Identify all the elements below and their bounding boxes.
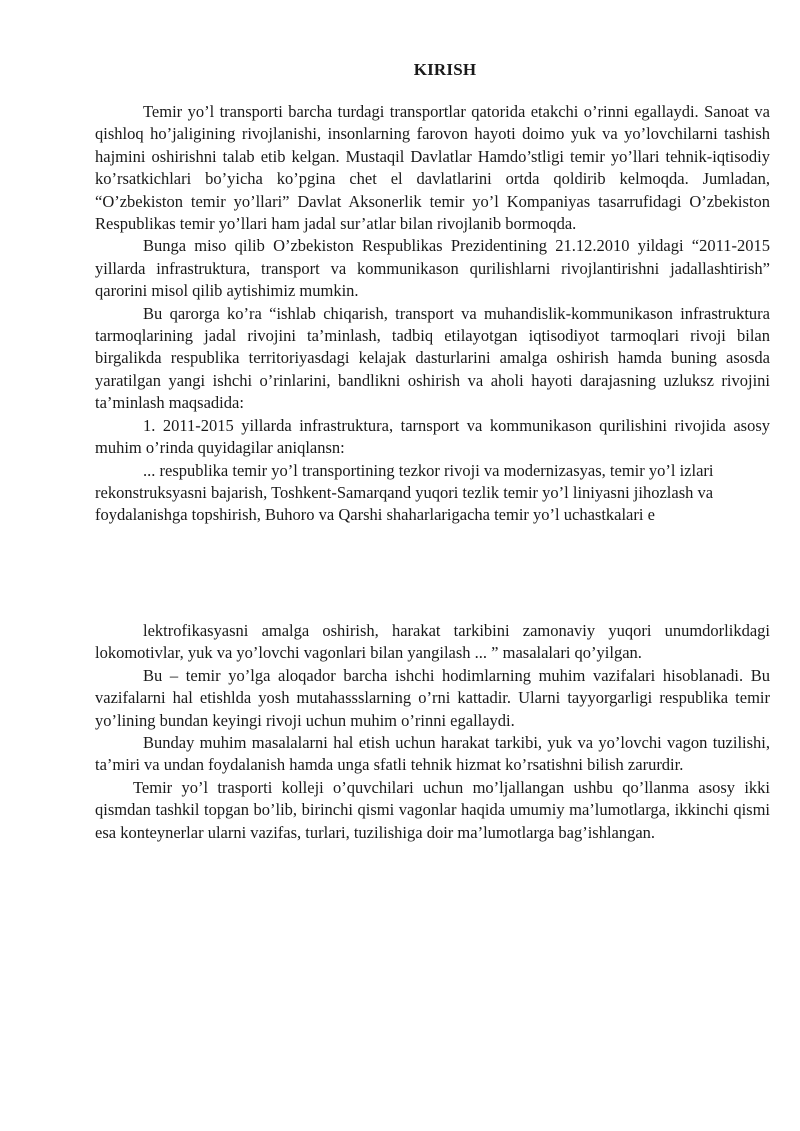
- document-title: KIRISH: [413, 60, 477, 79]
- paragraph: lektrofikasyasni amalga oshirish, harakat tarkibini zamonaviy yuqori unumdorlikdagi lokomotivlar, yuk va yo’lovchi vagonlari bilan yangilash ... ” masalalari qo’yilgan.: [95, 621, 770, 663]
- paragraph: Bu – temir yo’lga aloqador barcha ishchi hodimlarning muhim vazifalari hisoblanadi. Bu vazifalarni hal etishlda yosh mutahassslarning o’rni kattadir. Ularni tayyorgarligi respublika temir yo’lining bundan keyingi rivoji uchun muhim o’rinni egallaydi.: [95, 665, 770, 730]
- paragraph: Bu qarorga ko’ra “ishlab chiqarish, transport va muhandislik-kommunikason infrastruktura tarmoqlarining jadal rivojini ta’minlash, tadbiq etilayotgan iqtisodiyot tarmoqlari rivoji bilan birgalikda respublika territoriyasdagi kelajak dasturlarini amalga oshirish hamda buning asosda yaratilgan yangi ishchi o’rinlarini, bandlikni oshirish va aholi hayoti darajasning uzluksz rivojini ta’minlash maqsadida:: [95, 303, 770, 413]
- paragraph: Bunga miso qilib O’zbekiston Respublikas Prezidentining 21.12.2010 yildagi “2011-2015 yillarda infrastruktura, transport va kommunikason qurilishlarni rivojlantirishni jadallashtirish” qarorini misol qilib aytishimiz mumkin.: [95, 236, 770, 301]
- continued-text-block: [95, 620, 770, 844]
- paragraph: Temir yo’l trasporti kolleji o’quvchilari uchun mo’ljallangan ushbu qo’llanma asosy ikki qismdan tashkil topgan bo’lib, birinchi qismi vagonlar haqida umumiy ma’lumotlarga, ikkinchi qismi esa konteynerlar ularni vazifas, turlari, tuzilishiga doir ma’lumotlarga bag’ishlangan.: [95, 777, 770, 842]
- paragraph: 1. 2011-2015 yillarda infrastruktura, tarnsport va kommunikason qurilishini rivojida asosy muhim o’rinda quyidagilar aniqlansn:: [95, 415, 770, 458]
- intro-text-block: [95, 101, 770, 527]
- paragraph: ... respublika temir yo’l transportining tezkor rivoji va modernizasyas, temir yo’l izlari rekonstruksyasni bajarish, Toshkent-Samarqand yuqori tezlik temir yo’l liniyasni jihozlash va foydalanishga topshirish, Buhoro va Qarshi shaharlarigacha temir yo’l uchastkalari e: [95, 460, 714, 525]
- paragraph: Temir yo’l transporti barcha turdagi transportlar qatorida etakchi o’rinni egallaydi. Sanoat va qishloq ho’jaligining rivojlanishi, insonlarning farovon hayoti doimo yuk va yo’lovchilarni tashish hajmini oshirishni talab etib kelgan. Mustaqil Davlatlar Hamdo’stligi temir yo’llari tehnik-iqtisodiy ko’rsatkichlari bo’yicha ko’pgina chet el davlatlarini ortda qoldirib kelmoqda. Jumladan, “O’zbekiston temir yo’llari” Davlat Aksonerlik temir yo’l Kompaniyas tasarrufidagi O’zbekiston Respublikas temir yo’llari ham jadal sur’atlar bilan rivojlanib bormoqda.: [95, 102, 770, 234]
- paragraph: Bunday muhim masalalarni hal etish uchun harakat tarkibi, yuk va yo’lovchi vagon tuzilishi, ta’miri va undan foydalanish hamda unga sfatli tehnik hizmat ko’rsatishni bilish zarurdir.: [95, 733, 770, 775]
